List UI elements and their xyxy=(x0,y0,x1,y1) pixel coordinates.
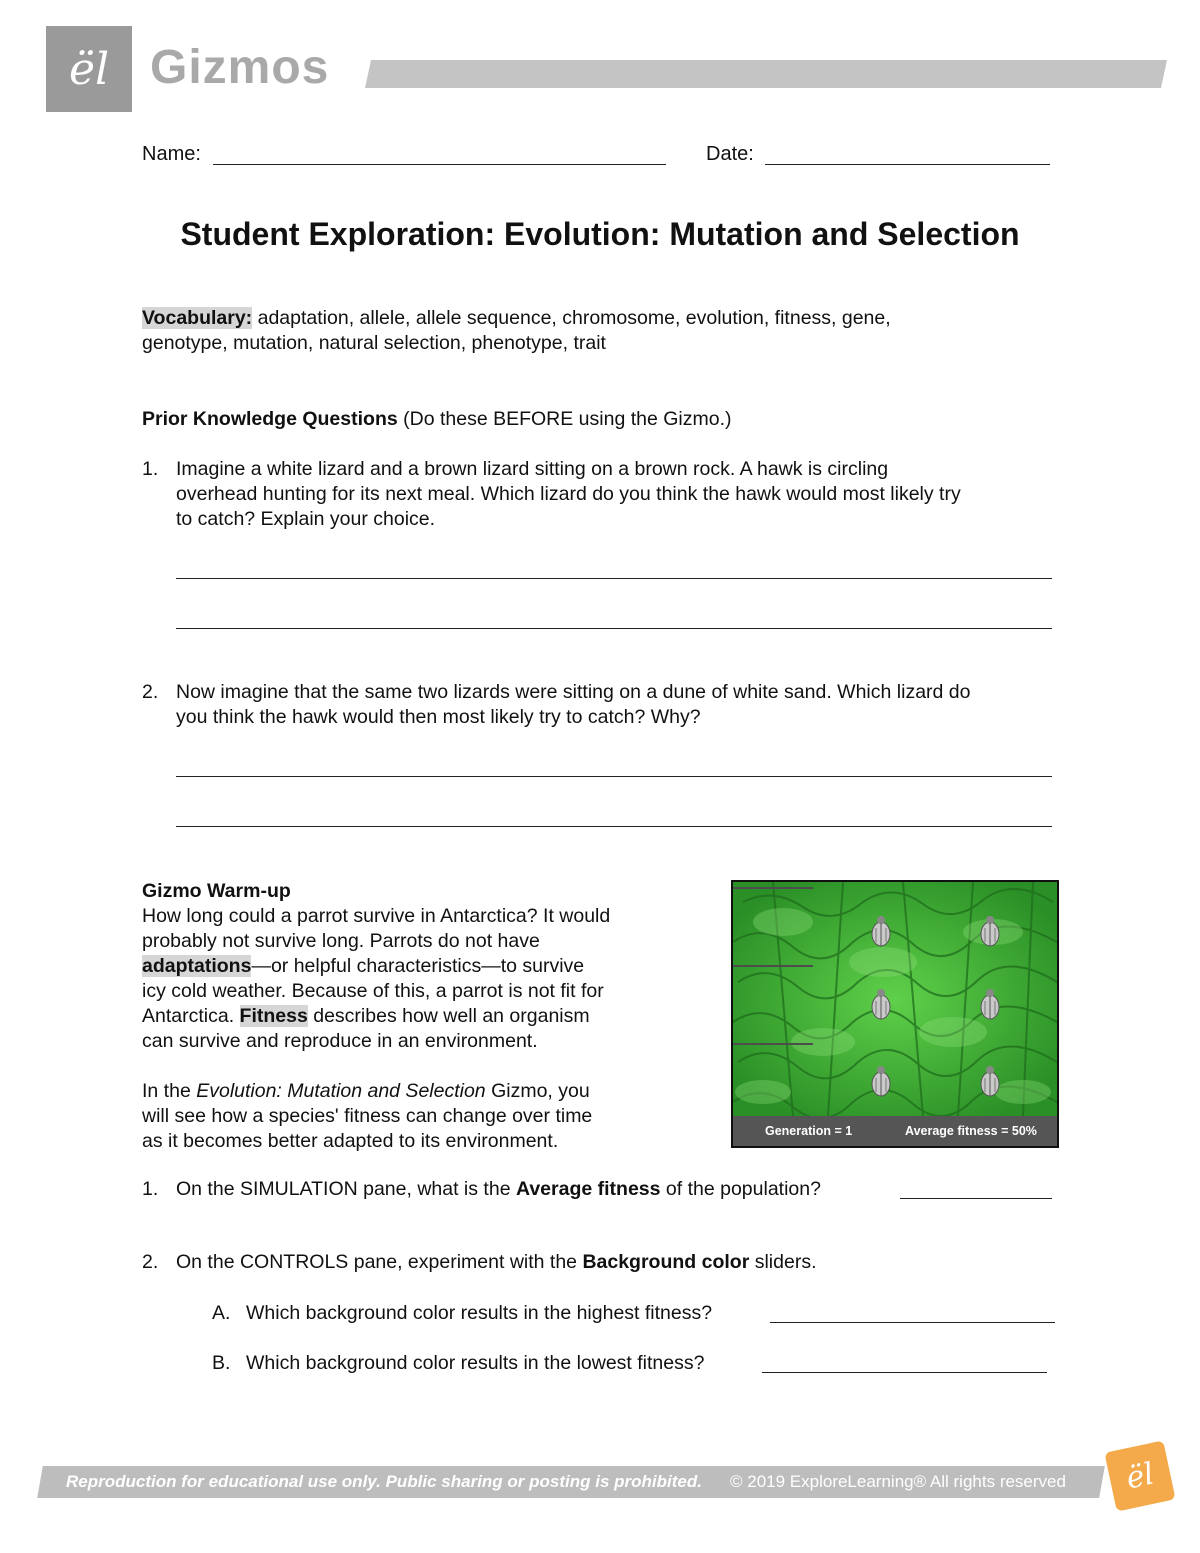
beetle-icon xyxy=(870,1064,892,1098)
sub-question-b xyxy=(212,1351,772,1376)
name-line[interactable] xyxy=(213,164,666,165)
warmup-line: —or helpful characteristics—to survive xyxy=(251,955,585,977)
question-line: to catch? Explain your choice. xyxy=(176,508,436,530)
prior-note: (Do these BEFORE using the Gizmo.) xyxy=(397,408,732,430)
question-bold: Average fitness xyxy=(515,1178,661,1200)
term-adaptations: adaptations xyxy=(142,955,252,977)
answer-line[interactable] xyxy=(176,826,1052,827)
answer-line[interactable] xyxy=(762,1372,1047,1373)
vocabulary-label: Vocabulary: xyxy=(142,307,253,329)
answer-line[interactable] xyxy=(176,578,1052,579)
date-label: Date: xyxy=(706,143,754,165)
answer-line[interactable] xyxy=(900,1198,1052,1199)
page-title: Student Exploration: Evolution: Mutation and Selection xyxy=(180,216,1020,252)
beetle-icon xyxy=(979,1064,1001,1098)
gizmo-name: Evolution: Mutation and Selection xyxy=(196,1080,486,1102)
warmup-line: icy cold weather. Because of this, a parrot is not fit for xyxy=(142,980,604,1002)
answer-line[interactable] xyxy=(770,1322,1055,1323)
question-text: of the population? xyxy=(660,1178,821,1200)
answer-line[interactable] xyxy=(176,776,1052,777)
beetle-icon xyxy=(979,914,1001,948)
simulation-screenshot xyxy=(731,880,1059,1148)
warmup-line: as it becomes better adapted to its environment. xyxy=(142,1130,559,1152)
footer-copyright: © 2019 ExploreLearning® All rights reserved xyxy=(730,1472,1066,1491)
simulation-status-bar xyxy=(733,1116,1057,1146)
warmup-line: How long could a parrot survive in Antarctica? It would xyxy=(142,905,611,927)
question-text: On the CONTROLS pane, experiment with the xyxy=(176,1251,583,1273)
question-line: overhead hunting for its next meal. Which lizard do you think the hawk would most likely try xyxy=(176,483,961,505)
leaf-background xyxy=(733,882,1057,1116)
sub-question-a xyxy=(212,1301,772,1326)
name-field[interactable] xyxy=(142,143,201,166)
generation-readout: Generation = 1 xyxy=(765,1124,853,1138)
question-bold: Background color xyxy=(582,1251,750,1273)
prior-question-1 xyxy=(142,457,1062,532)
warmup-line: can survive and reproduce in an environment. xyxy=(142,1030,538,1052)
corner-logo-glyph: ël xyxy=(1122,1456,1158,1496)
warmup-question-2 xyxy=(142,1250,1062,1275)
question-number: 2. xyxy=(142,1251,159,1273)
name-label: Name: xyxy=(142,143,201,165)
prior-question-2 xyxy=(142,680,1062,730)
prior-knowledge-heading xyxy=(142,407,1062,432)
question-line: you think the hawk would then most likely try to catch? Why? xyxy=(176,706,701,728)
sub-question-text: Which background color results in the lowest fitness? xyxy=(246,1352,705,1374)
question-line: Imagine a white lizard and a brown lizard sitting on a brown rock. A hawk is circling xyxy=(176,458,889,480)
warmup-section xyxy=(142,879,702,1154)
prior-heading: Prior Knowledge Questions xyxy=(142,408,398,430)
footer-disclaimer: Reproduction for educational use only. Public sharing or posting is prohibited. xyxy=(66,1472,702,1491)
sub-question-text: Which background color results in the highest fitness? xyxy=(246,1302,713,1324)
warmup-line: Gizmo, you xyxy=(485,1080,590,1102)
question-text: On the SIMULATION pane, what is the xyxy=(176,1178,516,1200)
header-bar xyxy=(365,60,1167,88)
warmup-line: Antarctica. xyxy=(142,1005,240,1027)
question-number: 2. xyxy=(142,681,159,703)
beetle-icon xyxy=(979,987,1001,1021)
warmup-line: will see how a species' fitness can change over time xyxy=(142,1105,593,1127)
brand-name: Gizmos xyxy=(150,41,330,94)
question-number: 1. xyxy=(142,458,159,480)
question-number: 1. xyxy=(142,1178,159,1200)
warmup-heading: Gizmo Warm-up xyxy=(142,880,291,902)
term-fitness: Fitness xyxy=(239,1005,308,1027)
answer-line[interactable] xyxy=(176,628,1052,629)
average-fitness-readout: Average fitness = 50% xyxy=(905,1124,1037,1138)
beetle-icon xyxy=(870,987,892,1021)
vocabulary-line-1: adaptation, allele, allele sequence, chromosome, evolution, fitness, gene, xyxy=(252,307,891,329)
question-line: Now imagine that the same two lizards were sitting on a dune of white sand. Which lizard do xyxy=(176,681,971,703)
corner-logo xyxy=(1104,1440,1175,1511)
question-text: sliders. xyxy=(749,1251,817,1273)
explorelearning-logo xyxy=(46,26,132,112)
beetle-icon xyxy=(870,914,892,948)
warmup-line: In the xyxy=(142,1080,197,1102)
date-line[interactable] xyxy=(765,164,1050,165)
warmup-line: probably not survive long. Parrots do not have xyxy=(142,930,540,952)
sub-question-label: A. xyxy=(212,1302,231,1324)
sub-question-label: B. xyxy=(212,1352,231,1374)
logo-glyph: ël xyxy=(68,43,110,95)
date-field[interactable] xyxy=(706,143,754,166)
vocabulary xyxy=(142,306,1062,356)
vocabulary-line-2: genotype, mutation, natural selection, phenotype, trait xyxy=(142,332,606,354)
warmup-line: describes how well an organism xyxy=(307,1005,590,1027)
